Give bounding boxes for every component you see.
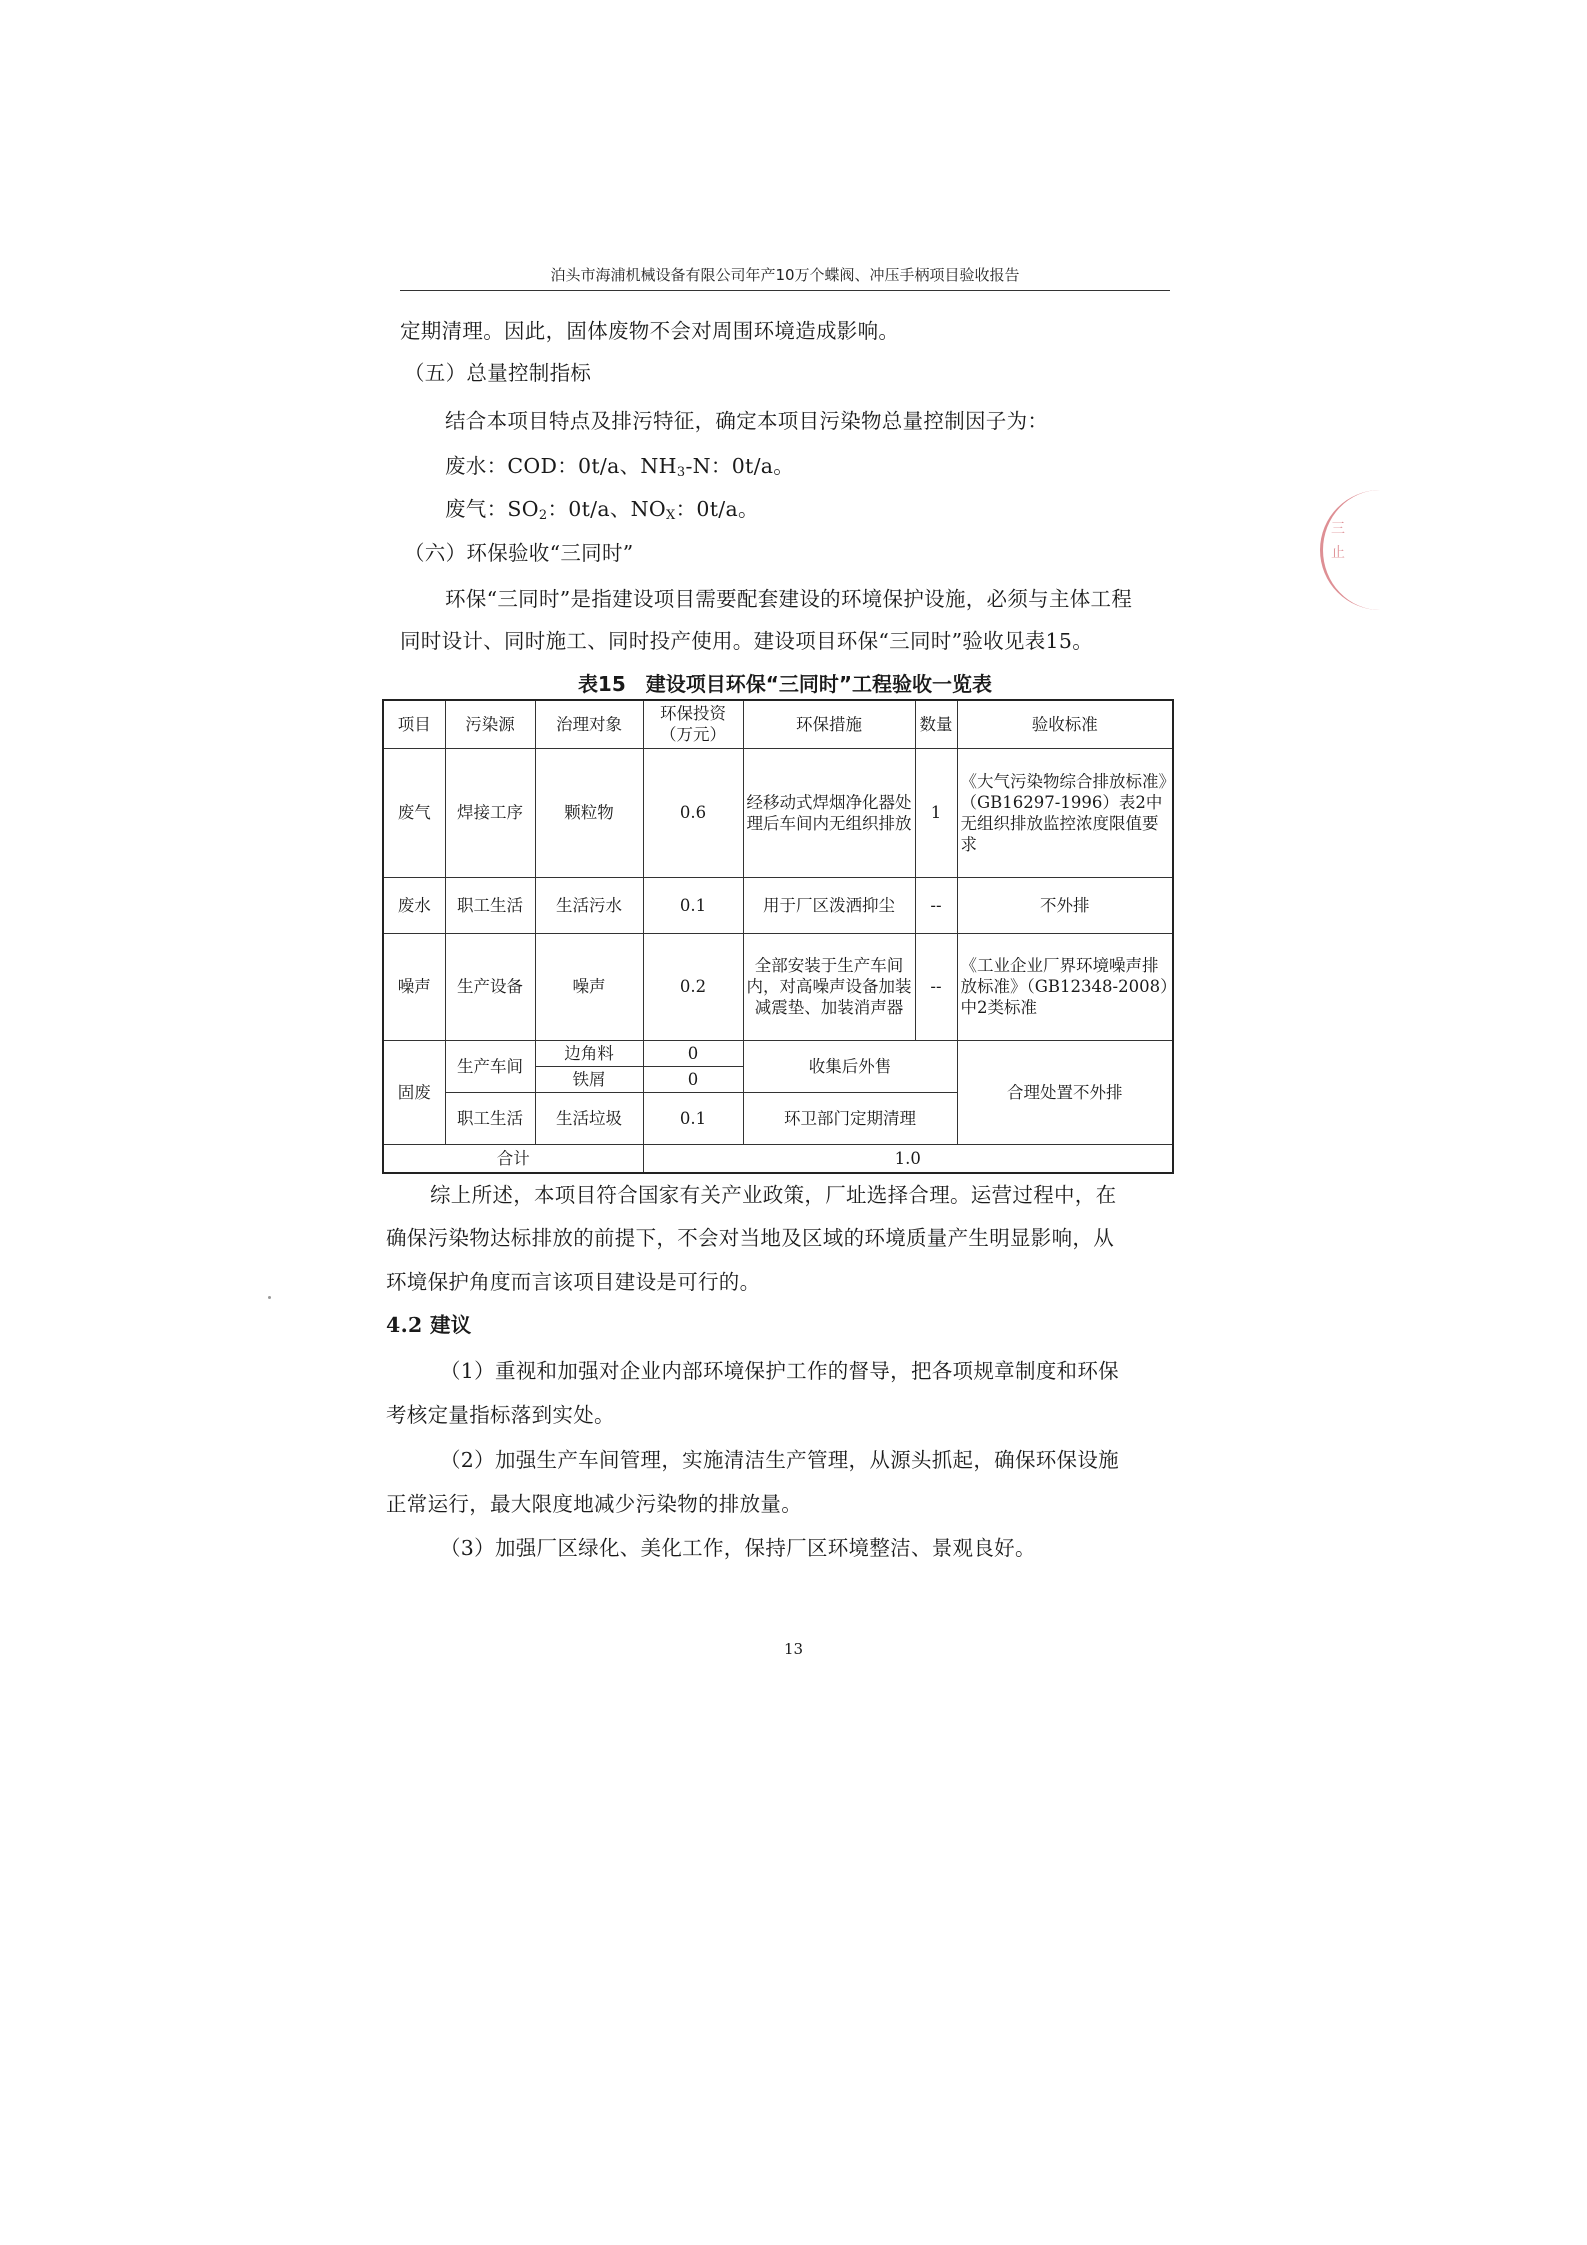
suggestion-1-line-2: 考核定量指标落到实处。 — [386, 1403, 615, 1427]
wastegas-sub-1: 2 — [538, 508, 548, 523]
acceptance-table — [382, 699, 1174, 1174]
scan-speck — [268, 1296, 271, 1299]
wastegas-text-c: ：0t/a。 — [675, 497, 759, 521]
cell-investment: 0.2 — [643, 933, 743, 1040]
cell-measure: 收集后外售 — [743, 1040, 957, 1092]
cell-category: 废水 — [383, 877, 445, 933]
seal-stamp-fragment: 三 止 — [1320, 490, 1393, 610]
cell-standard: 合理处置不外排 — [957, 1040, 1173, 1145]
th-quantity: 数量 — [915, 700, 957, 748]
cell-quantity: 1 — [915, 748, 957, 877]
wastewater-text-a: 废水：COD：0t/a、NH — [445, 454, 677, 478]
cell-investment: 0.1 — [643, 1092, 743, 1144]
cell-target: 铁屑 — [535, 1066, 643, 1092]
table-header-row — [383, 700, 1173, 748]
th-target: 治理对象 — [535, 700, 643, 748]
table-caption: 表15 建设项目环保“三同时”工程验收一览表 — [577, 672, 993, 696]
table-row — [383, 748, 1173, 877]
table-row — [383, 1040, 1173, 1066]
suggestion-2-line-2: 正常运行，最大限度地减少污染物的排放量。 — [386, 1492, 802, 1516]
table-total-row — [383, 1145, 1173, 1173]
cell-source: 职工生活 — [445, 877, 535, 933]
cell-measure: 经移动式焊烟净化器处理后车间内无组织排放 — [743, 748, 915, 877]
cell-standard: 《工业企业厂界环境噪声排放标准》（GB12348-2008）中2类标准 — [957, 933, 1173, 1040]
wastegas-sub-2: X — [666, 508, 676, 523]
cell-investment: 0 — [643, 1040, 743, 1066]
th-investment: 环保投资（万元） — [643, 700, 743, 748]
cell-source: 生产车间 — [445, 1040, 535, 1092]
cell-measure: 用于厂区泼洒抑尘 — [743, 877, 915, 933]
suggestion-2-line-1: （2）加强生产车间管理，实施清洁生产管理，从源头抓起，确保环保设施 — [440, 1448, 1119, 1472]
cell-target: 颗粒物 — [535, 748, 643, 877]
th-standard: 验收标准 — [957, 700, 1173, 748]
cell-investment: 0.1 — [643, 877, 743, 933]
cell-standard: 《大气污染物综合排放标准》（GB16297-1996）表2中无组织排放监控浓度限值要求 — [957, 748, 1173, 877]
cell-measure: 环卫部门定期清理 — [743, 1092, 957, 1144]
wastegas-text-a: 废气：SO — [445, 497, 539, 521]
cell-standard: 不外排 — [957, 877, 1173, 933]
heading-three-simultaneous: （六）环保验收“三同时” — [404, 541, 634, 565]
th-item: 项目 — [383, 700, 445, 748]
wastegas-text-b: ：0t/a、NO — [547, 497, 666, 521]
cell-target: 边角料 — [535, 1040, 643, 1066]
header-rule — [400, 290, 1170, 291]
cell-target: 生活污水 — [535, 877, 643, 933]
cell-total-value: 1.0 — [643, 1145, 1173, 1173]
para-wastegas-totals — [445, 494, 759, 531]
para-wastewater-totals — [445, 451, 794, 488]
cell-target: 噪声 — [535, 933, 643, 1040]
wastewater-sub: 3 — [676, 465, 686, 480]
cell-total-label: 合计 — [383, 1145, 643, 1173]
cell-quantity: -- — [915, 877, 957, 933]
th-measure: 环保措施 — [743, 700, 915, 748]
cell-source: 生产设备 — [445, 933, 535, 1040]
heading-total-control: （五）总量控制指标 — [404, 361, 592, 385]
cell-category: 固废 — [383, 1040, 445, 1145]
cell-category: 废气 — [383, 748, 445, 877]
suggestion-1-line-1: （1）重视和加强对企业内部环境保护工作的督导，把各项规章制度和环保 — [440, 1359, 1119, 1383]
suggestion-3: （3）加强厂区绿化、美化工作，保持厂区环境整洁、景观良好。 — [440, 1536, 1036, 1560]
conclusion-line-3: 环境保护角度而言该项目建设是可行的。 — [386, 1270, 761, 1294]
para-three-simultaneous-2: 同时设计、同时施工、同时投产使用。建设项目环保“三同时”验收见表15。 — [400, 629, 1094, 653]
cell-investment: 0 — [643, 1066, 743, 1092]
page-number: 13 — [783, 1640, 804, 1658]
cell-category: 噪声 — [383, 933, 445, 1040]
th-source: 污染源 — [445, 700, 535, 748]
para-control-factors: 结合本项目特点及排污特征，确定本项目污染物总量控制因子为： — [445, 409, 1049, 433]
section-4-2-title: 4.2 建议 — [386, 1313, 472, 1337]
cell-quantity: -- — [915, 933, 957, 1040]
cell-source: 焊接工序 — [445, 748, 535, 877]
para-cleanup: 定期清理。因此，固体废物不会对周围环境造成影响。 — [400, 319, 900, 343]
cell-source: 职工生活 — [445, 1092, 535, 1144]
cell-investment: 0.6 — [643, 748, 743, 877]
cell-target: 生活垃圾 — [535, 1092, 643, 1144]
conclusion-line-2: 确保污染物达标排放的前提下，不会对当地及区域的环境质量产生明显影响，从 — [386, 1226, 1114, 1250]
wastewater-text-b: -N：0t/a。 — [685, 454, 795, 478]
para-three-simultaneous-1: 环保“三同时”是指建设项目需要配套建设的环境保护设施，必须与主体工程 — [445, 587, 1133, 611]
report-header: 泊头市海浦机械设备有限公司年产10万个蝶阀、冲压手柄项目验收报告 — [550, 266, 1020, 284]
conclusion-line-1: 综上所述，本项目符合国家有关产业政策，厂址选择合理。运营过程中，在 — [430, 1183, 1117, 1207]
table-row — [383, 877, 1173, 933]
cell-measure: 全部安装于生产车间内，对高噪声设备加装减震垫、加装消声器 — [743, 933, 915, 1040]
table-row — [383, 933, 1173, 1040]
